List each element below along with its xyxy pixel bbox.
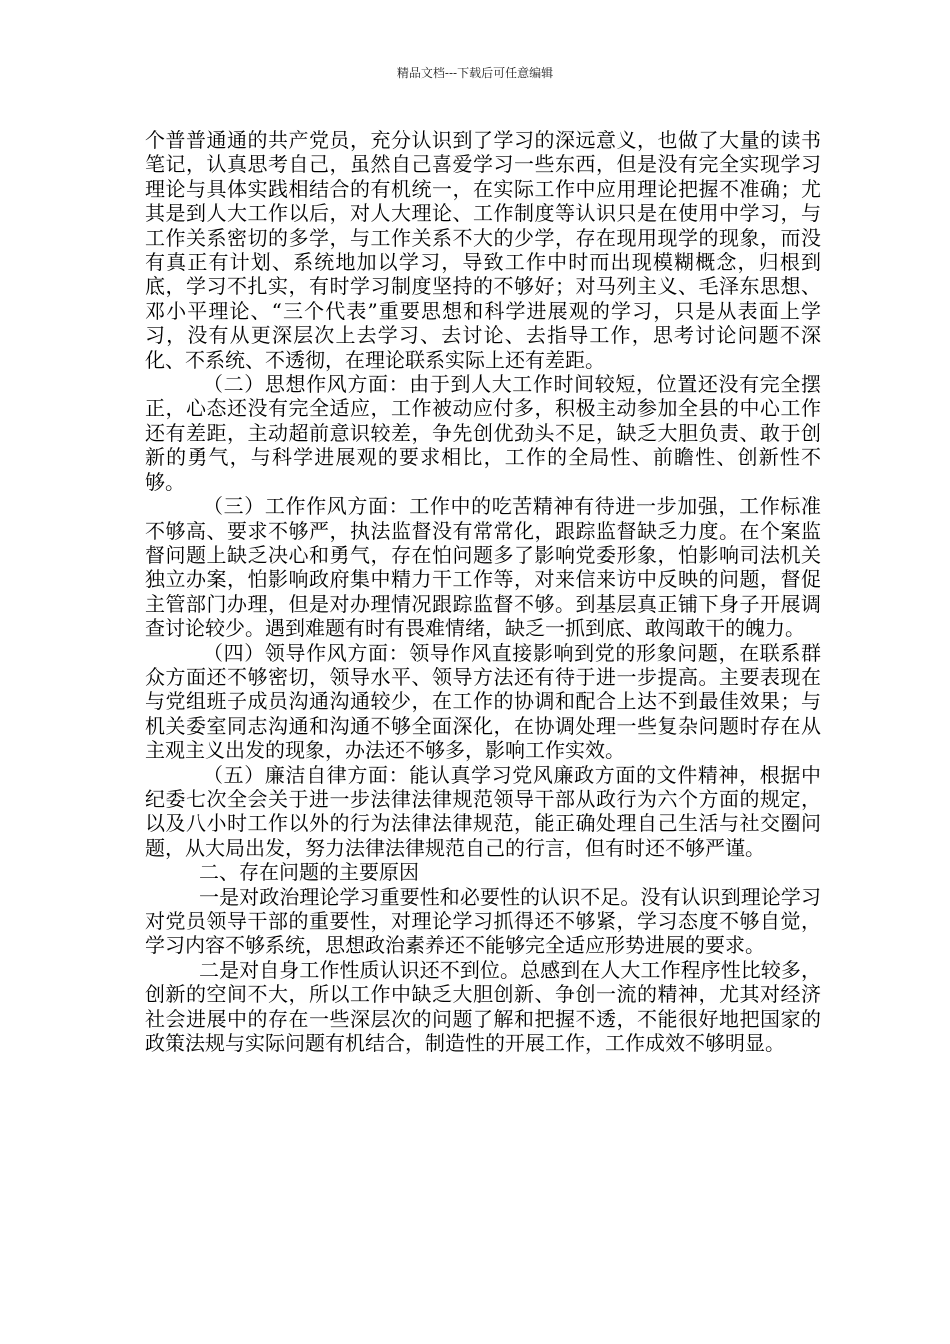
paragraph-cause-one: 一是对政治理论学习重要性和必要性的认识不足。没有认识到理论学习对党员领导干部的重要性，对理论学习抓得还不够紧，学习态度不够自觉，学习内容不够系统，思想政治素养还不能够完全适应形势进展的要求。 bbox=[145, 884, 821, 958]
section-heading-causes: 二、存在问题的主要原因 bbox=[199, 860, 419, 885]
paragraph-thought-style: （二）思想作风方面：由于到人大工作时间较短，位置还没有完全摆正，心态还没有完全适应，工作被动应付多，积极主动参加全县的中心工作还有差距，主动超前意识较差，争先创优劲头不足，缺乏大胆负责、敢于创新的勇气，与科学进展观的要求相比，工作的全局性、前瞻性、创新性不够。 bbox=[145, 372, 821, 494]
paragraph-leadership-style: （四）领导作风方面：领导作风直接影响到党的形象问题，在联系群众方面还不够密切，领导水平、领导方法还有待于进一步提高。主要表现在与党组班子成员沟通沟通较少，在工作的协调和配合上达不到最佳效果；与机关委室同志沟通和沟通不够全面深化，在协调处理一些复杂问题时存在从主观主义出发的现象，办法还不够多，影响工作实效。 bbox=[145, 640, 821, 763]
paragraph-study-continued: 个普普通通的共产党员，充分认识到了学习的深远意义，也做了大量的读书笔记，认真思考自己，虽然自己喜爱学习一些东西，但是没有完全实现学习理论与具体实践相结合的有机统一，在实际工作中应用理论把握不准确；尤其是到人大工作以后，对人大理论、工作制度等认识只是在使用中学习，与工作关系密切的多学，与工作关系不大的少学，存在现用现学的现象，而没有真正有计划、系统地加以学习，导致工作中时而出现模糊概念，归根到底，学习不扎实，有时学习制度坚持的不够好；对马列主义、毛泽东思想、邓小平理论、“三个代表”重要思想和科学进展观的学习，只是从表面上学习，没有从更深层次上去学习、去讨论、去指导工作，思考讨论问题不深化、不系统、不透彻，在理论联系实际上还有差距。 bbox=[145, 128, 821, 372]
paragraph-integrity: （五）廉洁自律方面：能认真学习党风廉政方面的文件精神，根据中纪委七次全会关于进一步法律法律规范领导干部从政行为六个方面的规定，以及八小时工作以外的行为法律法律规范，能正确处理自己生活与社交圈问题，从大局出发，努力法律法律规范自己的行言，但有时还不够严谨。 bbox=[145, 762, 821, 860]
paragraph-cause-two: 二是对自身工作性质认识还不到位。总感到在人大工作程序性比较多，创新的空间不大，所以工作中缺乏大胆创新、争创一流的精神，尤其对经济社会进展中的存在一些深层次的问题了解和把握不透，不能很好地把国家的政策法规与实际问题有机结合，制造性的开展工作，工作成效不够明显。 bbox=[145, 957, 821, 1056]
paragraph-work-style: （三）工作作风方面：工作中的吃苦精神有待进一步加强，工作标准不够高、要求不够严，执法监督没有常常化，跟踪监督缺乏力度。在个案监督问题上缺乏决心和勇气，存在怕问题多了影响党委形象，怕影响司法机关独立办案，怕影响政府集中精力干工作等，对来信来访中反映的问题，督促主管部门办理，但是对办理情况跟踪监督不够。到基层真正铺下身子开展调查讨论较少。遇到难题有时有畏难情绪，缺乏一抓到底、敢闯敢干的魄力。 bbox=[145, 494, 821, 641]
document-body bbox=[145, 128, 821, 1055]
page-header: 精品文档---下载后可任意编辑 bbox=[396, 66, 554, 80]
